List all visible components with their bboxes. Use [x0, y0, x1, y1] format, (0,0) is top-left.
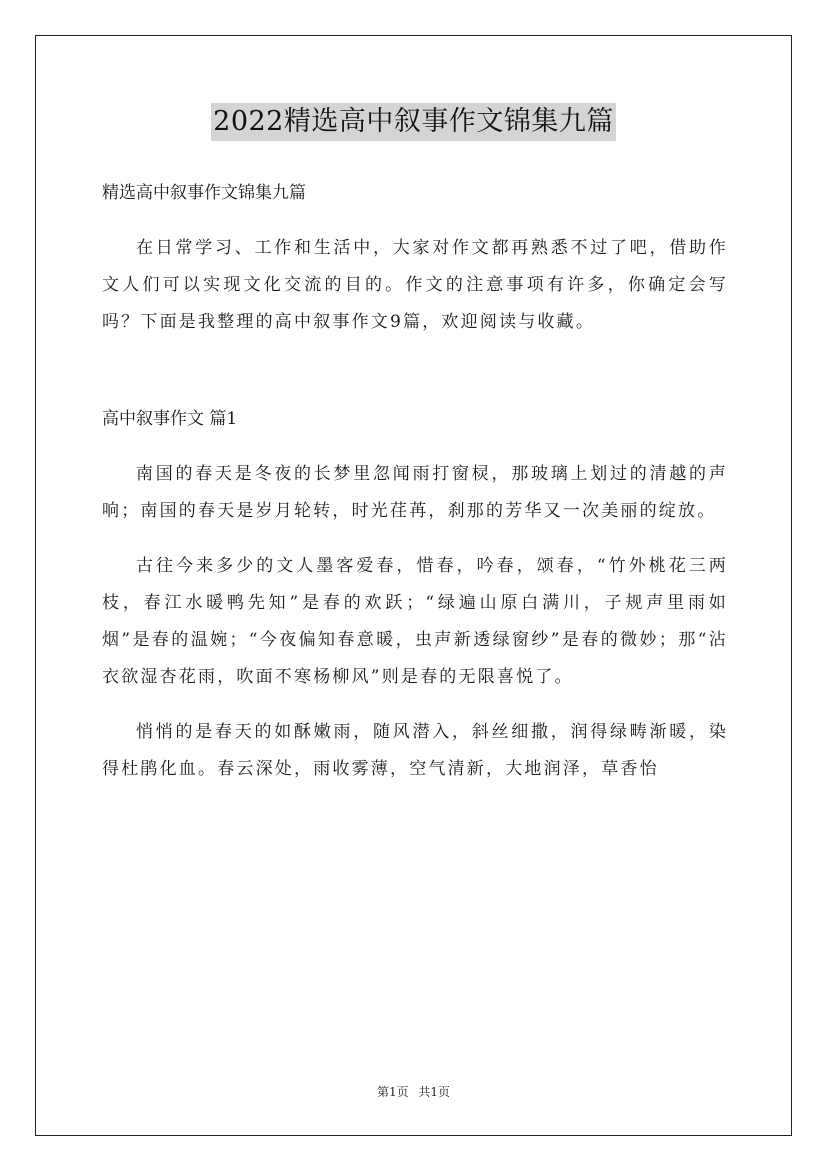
spacer: [102, 212, 728, 230]
body-paragraph: 悄悄的是春天的如酥嫩雨，随风潜入，斜丝细撒，润得绿畴渐暖，染得杜鹃化血。春云深处，雨收雾薄，空气清新，大地润泽，草香怡: [102, 722, 728, 779]
body-paragraph: 古往今来多少的文人墨客爱春，惜春，吟春，颂春，“竹外桃花三两枝，春江水暖鸭先知”是春的欢跃；“绿遍山原白满川，子规声里雨如烟”是春的温婉；“今夜偏知春意暖，虫声新透绿窗纱”是春的微妙；那“沾衣欲湿杏花雨，吹面不寒杨柳风”则是春的无限喜悦了。: [102, 556, 728, 687]
title-container: [0, 103, 827, 141]
document-body: [102, 175, 728, 788]
intro-paragraph: 在日常学习、工作和生活中，大家对作文都再熟悉不过了吧，借助作文人们可以实现文化交流的目的。作文的注意事项有许多，你确定会写吗？下面是我整理的高中叙事作文9篇，欢迎阅读与收藏。: [102, 238, 728, 332]
body-paragraph: 南国的春天是冬夜的长梦里忽闻雨打窗棂，那玻璃上划过的清越的声响；南国的春天是岁月轮转，时光荏苒，刹那的芳华又一次美丽的绽放。: [102, 464, 728, 521]
spacer: [102, 438, 728, 456]
page-footer: [0, 1083, 827, 1100]
page-number-current: 第1页: [376, 1085, 409, 1099]
page-number-total: 共1页: [418, 1085, 451, 1099]
spacer: [102, 530, 728, 548]
spacer: [102, 696, 728, 714]
document-subtitle: 精选高中叙事作文锦集九篇: [102, 183, 306, 203]
document-title: 2022精选高中叙事作文锦集九篇: [211, 103, 616, 141]
spacer: [102, 341, 728, 401]
section-heading: 高中叙事作文 篇1: [102, 409, 238, 429]
